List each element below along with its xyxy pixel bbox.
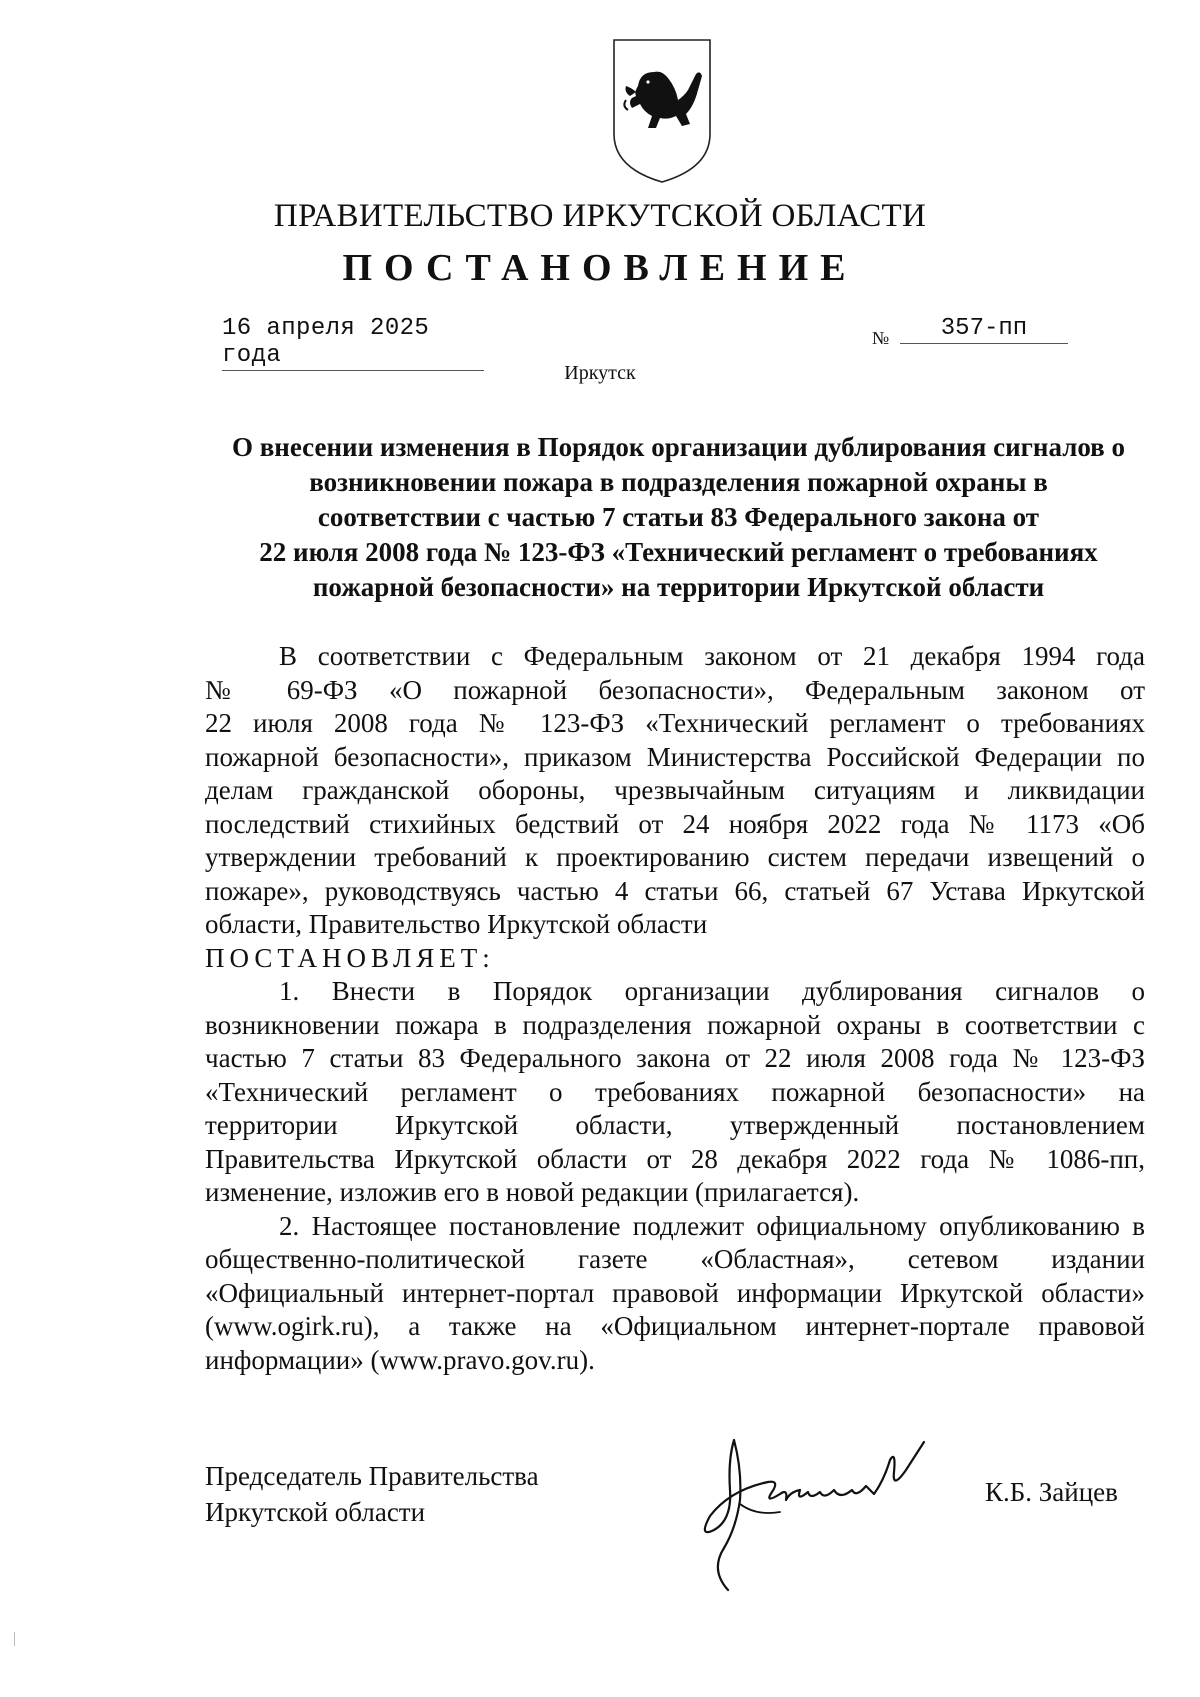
subject-line: возникновении пожара в подразделения пожарной охраны в	[309, 467, 1048, 497]
preamble-line: пожарной безопасности», приказом Министерства Российской Федерации по	[205, 741, 1145, 772]
item1-line: возникновении пожара в подразделения пожарной охраны в соответствии с	[205, 1009, 1145, 1040]
subject-line: соответствии с частью 7 статьи 83 Федерального закона от	[317, 502, 1040, 532]
item2-line: общественно-политической газете «Областная», сетевом издании	[205, 1244, 1145, 1274]
item2-line: «Официальный интернет-портал правовой информации Иркутской области»	[205, 1277, 1145, 1308]
subject-line: 22 июля 2008 года № 123-ФЗ «Технический регламент о требованиях	[259, 537, 1098, 567]
signatory-position-line: Председатель Правительства	[205, 1461, 539, 1491]
preamble-line: № 69-ФЗ «О пожарной безопасности», Федеральным законом от	[205, 674, 1145, 705]
signatory-position	[205, 1458, 539, 1530]
document-type: ПОСТАНОВЛЕНИЕ	[342, 247, 858, 289]
preamble-line: делам гражданской обороны, чрезвычайным ситуациям и ликвидации	[205, 775, 1145, 805]
scan-margin-mark	[14, 1632, 15, 1646]
item1-line: изменение, изложив его в новой редакции (прилагается).	[205, 1177, 860, 1207]
item2-line: информации» (www.pravo.gov.ru).	[205, 1344, 595, 1375]
preamble-line: В соответствии с Федеральным законом от 21 декабря 1994 года	[279, 641, 1145, 671]
preamble-line: утверждении требований к проектированию систем передачи извещений о	[205, 842, 1145, 872]
subject-line: пожарной безопасности» на территории Иркутской области	[312, 572, 1045, 602]
item1-line: территории Иркутской области, утвержденный постановлением	[205, 1110, 1145, 1140]
signatory-position-line: Иркутской области	[205, 1497, 426, 1527]
document-body	[205, 640, 1145, 1377]
item1-line: частью 7 статьи 83 Федерального закона от 22 июля 2008 года № 123-ФЗ	[205, 1043, 1145, 1073]
signatory-name: К.Б. Зайцев	[985, 1477, 1118, 1507]
org-title: ПРАВИТЕЛЬСТВО ИРКУТСКОЙ ОБЛАСТИ	[273, 198, 927, 234]
preamble-line: области, Правительство Иркутской области	[205, 909, 708, 939]
postanovlyaet-heading: ПОСТАНОВЛЯЕТ:	[205, 942, 495, 973]
item2-line: 2. Настоящее постановление подлежит официальному опубликованию в	[279, 1210, 1145, 1241]
item1-line: 1. Внести в Порядок организации дублирования сигналов о	[279, 976, 1145, 1006]
item1-line: Правительства Иркутской области от 28 декабря 2022 года № 1086-пп,	[205, 1143, 1145, 1174]
handwritten-signature	[670, 1420, 970, 1600]
number-label: №	[872, 328, 890, 348]
irkutsk-coat-of-arms-icon	[610, 36, 714, 186]
document-subject	[196, 430, 1161, 605]
city: Иркутск	[564, 362, 636, 384]
document-date: 16 апреля 2025 года	[222, 315, 484, 371]
preamble-line: последствий стихийных бедствий от 24 ноября 2022 года № 1173 «Об	[205, 808, 1145, 839]
preamble-line: пожаре», руководствуясь частью 4 статьи 66, статьей 67 Устава Иркутской	[205, 875, 1145, 906]
item2-line: (www.ogirk.ru), а также на «Официальном интернет-портале правовой	[205, 1311, 1145, 1341]
item1-line: «Технический регламент о требованиях пожарной безопасности» на	[205, 1076, 1145, 1107]
subject-line: О внесении изменения в Порядок организации дублирования сигналов о	[231, 432, 1126, 462]
preamble-line: 22 июля 2008 года № 123-ФЗ «Технический регламент о требованиях	[205, 708, 1145, 738]
document-number: 357-пп	[900, 315, 1068, 344]
